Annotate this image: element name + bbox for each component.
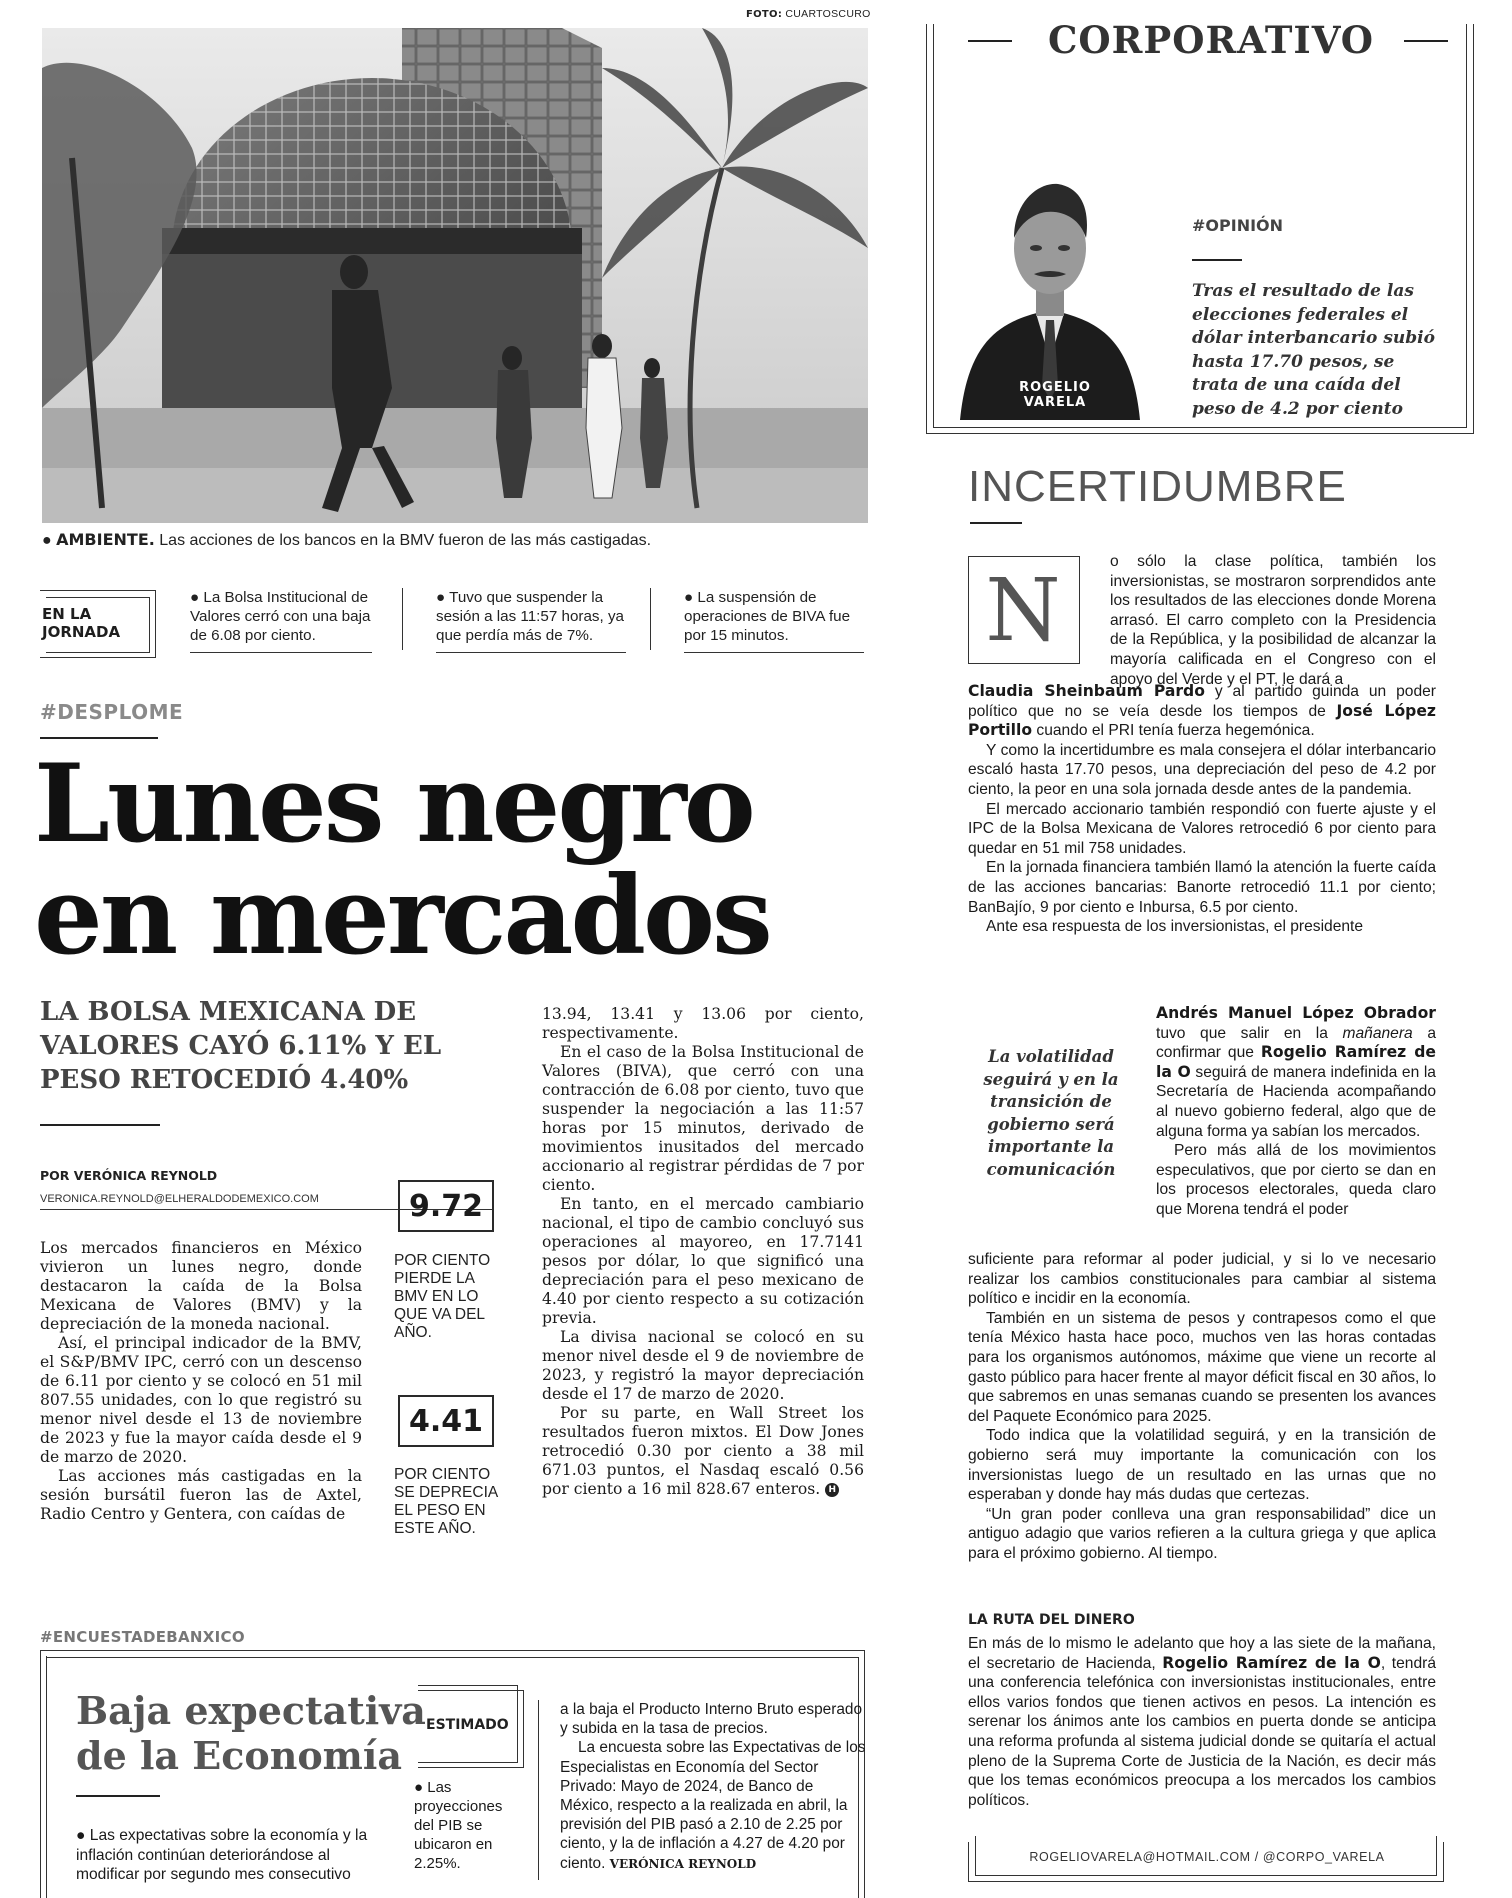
column-title: INCERTIDUMBRE <box>968 462 1347 511</box>
article-paragraph: Por su parte, en Wall Street los resultados fueron mixtos. El Dow Jones retrocedió 0.30 por ciento a 38 mil 671.03 puntos, el Nasdaq escaló 0.56 por ciento a 16 mil 828.67 enteros. H <box>542 1404 864 1498</box>
column-paragraph: Ante esa respuesta de los inversionistas, el presidente <box>986 918 1364 936</box>
article-subhead: LA BOLSA MEXICANA DE VALORES CAYÓ 6.11% Y EL PESO RETOCEDIÓ 4.40% <box>40 997 442 1095</box>
photo-credit-label: FOTO: <box>746 9 783 20</box>
column-body-upper <box>968 682 1436 937</box>
article-email: VERONICA.REYNOLD@ELHERALDODEMEXICO.COM <box>40 1193 494 1210</box>
banxico-paragraph: La encuesta sobre las Expectativas de los Especialistas en Economía del Sector Privado: Mayo de 2024, de Banco de México, respecto a la realizada en abril, la previsión del PIB pasó a 2.10 de 2.25 por ciento, y la de inflación a 4.27 de 4.20 por ciento. VERÓNICA REYNOLD <box>560 1739 866 1872</box>
column-paragraph: También en un sistema de pesos y contrapesos como el que tenía México hasta hace poco, muchos ven las horas contadas para los organismos autónomos, máxime que viene un recorte al gasto público para hacer frente al mayor déficit fiscal en 30 años, lo que sabremos en unas semanas cuando se presenten los avances del Paquete Económico para 2025. <box>968 1309 1436 1425</box>
jornada-item: ● La Bolsa Institucional de Valores cerró con una baja de 6.08 por ciento. <box>190 589 371 644</box>
columnist-name <box>1010 380 1100 410</box>
column-paragraph: El mercado accionario también respondió con fuerte ajuste y el IPC de la Bolsa Mexicana de Valores retrocedió 6 por ciento para quedar en 51 mil 758 unidades. <box>968 800 1436 857</box>
article-paragraph: En tanto, en el mercado cambiario nacional, el tipo de cambio concluyó sus operaciones al mayoreo, en 17.7141 pesos por dólar, lo que significó una depreciación para el peso mexicano de 4.40 por ciento respecto a su cotización previa. <box>542 1195 864 1327</box>
column-summary: Tras el resultado de las elecciones federales el dólar interbancario subió hasta 17.70 pesos, se trata de una caída del peso de 4.2 por ciento <box>1192 281 1435 419</box>
stat-label-bmv: POR CIENTO PIERDE LA BMV EN LO QUE VA DEL AÑO. <box>394 1252 491 1341</box>
column-subhead: LA RUTA DEL DINERO <box>968 1612 1135 1628</box>
columnist-photo <box>950 170 1150 420</box>
stat-box-peso: 4.41 <box>398 1395 494 1447</box>
caption-text: Las acciones de los bancos en la BMV fueron de las más castigadas. <box>159 532 652 549</box>
column-paragraph: Claudia Sheinbaum Pardo y al partido guinda un poder político que no se veía desde los tiempos de José López Portillo cuando el PRI tenía fuerza hegemónica. <box>968 682 1436 740</box>
estimado-label: ESTIMADO <box>426 1717 509 1733</box>
jornada-badge <box>40 590 156 658</box>
name-ramirez-de-la-o-2: Rogelio Ramírez de la O <box>1162 1653 1381 1672</box>
article-headline <box>34 741 770 979</box>
article-column-2 <box>542 1005 864 1499</box>
column-body-final <box>968 1634 1436 1810</box>
dropcap-box <box>968 556 1080 664</box>
columnist-last-name: VARELA <box>1023 395 1087 410</box>
column-paragraph: Pero más allá de los movimientos especulativos, que por cierto se dan en los procesos electorales, queda claro que Morena tendrá el poder <box>1156 1142 1436 1218</box>
name-ramirez-de-la-o: Rogelio Ramírez de la O <box>1156 1043 1436 1081</box>
column-paragraph: “Un gran poder conlleva una gran responsabilidad” dice un antiguo adagio que varios refieren a la cultura griega y que aplica para el próximo gobierno. Al tiempo. <box>968 1505 1436 1562</box>
photo-caption <box>42 530 651 550</box>
column-paragraph: Y como la incertidumbre es mala consejera el dólar interbancario escaló hasta 17.70 pesos, una depreciación del peso de 4.2 por ciento, la peor en una sola jornada desde antes de la pandemia. <box>968 741 1436 798</box>
banxico-headline-line-1: Baja expectativa <box>76 1688 426 1733</box>
banxico-bullet: ● Las expectativas sobre la economía y la inflación continúan deteriorándose al modificar por segundo mes consecutivo <box>76 1827 368 1884</box>
column-paragraph: suficiente para reformar al poder judicial, y si lo ve necesario realizar los cambios constitucionales para cambiar al sistema político e incidir en la economía. <box>968 1251 1436 1308</box>
jornada-item: ● La suspensión de operaciones de BIVA fue por 15 minutos. <box>684 588 864 645</box>
headline-line-1: Lunes negro <box>34 741 753 867</box>
column-paragraph: Andrés Manuel López Obrador tuvo que salir en la mañanera a confirmar que Rogelio Ramírez de la O seguirá de manera indefinida en la Secretaría de Hacienda acompañando al nuevo gobierno federal, algo que de alguna forma ya sabían los mercados. <box>1156 1004 1436 1140</box>
column-footer <box>968 1842 1444 1882</box>
column-paragraph: Todo indica que la volatilidad seguirá, y en la transición de gobierno será muy importante la comunicación con los inversionistas luego de un resultado en las urnas que no esperaban y donde hay más dudas que certezas. <box>968 1427 1436 1504</box>
article-paragraph: Las acciones más castigadas en la sesión bursátil fueron las de Axtel, Radio Centro y Gentera, con caídas de <box>40 1467 362 1523</box>
stock-exchange-photo <box>42 28 868 523</box>
jornada-item: ● Tuvo que suspender la sesión a las 11:57 horas, ya que perdía más de 7%. <box>436 589 624 644</box>
headline-line-2: en mercados <box>34 853 770 979</box>
banxico-signature: VERÓNICA REYNOLD <box>609 1856 757 1871</box>
section-title: CORPORATIVO <box>1047 18 1375 62</box>
article-paragraph: La divisa nacional se colocó en su menor nivel desde el 9 de noviembre de 2023, y registró la mayor depreciación desde el 17 de marzo de 2020. <box>542 1328 864 1403</box>
name-sheinbaum: Claudia Sheinbaum Pardo <box>968 682 1205 700</box>
opinion-tag: #OPINIÓN <box>1192 216 1284 235</box>
column-body-lower <box>968 1250 1436 1564</box>
column-intro: o sólo la clase política, también los inversionistas, se mostraron sorprendidos ante los resultados de las elecciones donde Morena arrasó. El carro completo con la Presidencia de la República, y la posibilidad de alcanzar la mayoría calificada en el Congreso con el apoyo del Verde y el PT, le dará a <box>1110 553 1436 688</box>
article-paragraph: 13.94, 13.41 y 13.06 por ciento, respectivamente. <box>542 1005 864 1042</box>
column-body-mid <box>1156 1004 1436 1220</box>
column-paragraph: En más de lo mismo le adelanto que hoy a las siete de la mañana, el secretario de Hacienda, Rogelio Ramírez de la O, tendrá una conferencia telefónica con inversionistas institucionales, entre ellos varios fondos que tienen activos en pesos. La intención es serenar los ánimos ante los cambios en puerta donde se anticipa una reforma profunda al sistema judicial donde se quitaría el actual pleno de la Suprema Corte de Justicia de la Nación, es decir más que los temas económicos preocupa a los mercados los cambios políticos. <box>968 1635 1436 1809</box>
estimado-text: ● Las proyecciones del PIB se ubicaron en 2.25%. <box>414 1779 503 1872</box>
jornada-badge-text: EN LA JORNADA <box>42 605 121 641</box>
column-footer-contact: ROGELIOVARELA@HOTMAIL.COM / @CORPO_VARELA <box>1029 1850 1385 1864</box>
stat-label-peso: POR CIENTO SE DEPRECIA EL PESO EN ESTE AÑO. <box>394 1466 498 1537</box>
dropcap: N <box>985 561 1061 661</box>
caption-bullet: ● <box>42 532 52 549</box>
pull-quote: La volatilidad seguirá y en la transición de gobierno será importante la comunicación <box>983 1047 1119 1179</box>
banxico-headline <box>76 1688 426 1778</box>
banxico-body <box>560 1700 866 1874</box>
end-mark: H <box>825 1483 839 1497</box>
caption-lead: AMBIENTE. <box>56 530 155 549</box>
banxico-paragraph: a la baja el Producto Interno Bruto esperado y subida en la tasa de precios. <box>560 1701 863 1738</box>
article-paragraph: En el caso de la Bolsa Institucional de Valores (BIVA), que cerró con una contracción de 6.08 por ciento, tuvo que suspender la negociación a las 11:57 horas por 15 minutos, derivado de movimientos inusitados del mercado accionario al registrar pérdidas de 7 por ciento. <box>542 1043 864 1194</box>
photo-credit <box>746 8 871 20</box>
article-byline: POR VERÓNICA REYNOLD <box>40 1168 218 1183</box>
article-hashtag: #DESPLOME <box>40 700 184 724</box>
stat-box-bmv: 9.72 <box>398 1180 494 1232</box>
article-column-1 <box>40 1239 362 1524</box>
column-paragraph: En la jornada financiera también llamó la atención la fuerte caída de las acciones bancarias: Banorte retrocedió 11.1 por ciento; BanBajío, 9 por ciento e Inbursa, 6.5 por ciento. <box>968 859 1436 916</box>
article-paragraph: Los mercados financieros en México vivieron un lunes negro, donde destacaron la caída de la Bolsa Mexicana de Valores (BMV) y la depreciación de la moneda nacional. <box>40 1239 362 1333</box>
photo-credit-source: CUARTOSCURO <box>785 8 871 20</box>
banxico-hashtag: #ENCUESTADEBANXICO <box>40 1628 245 1646</box>
columnist-first-name: ROGELIO <box>1019 380 1091 395</box>
banxico-headline-line-2: de la Economía <box>76 1733 402 1778</box>
estimado-badge <box>418 1690 524 1768</box>
name-lopez-portillo: José López Portillo <box>968 701 1436 740</box>
name-amlo: Andrés Manuel López Obrador <box>1156 1004 1436 1022</box>
article-paragraph: Así, el principal indicador de la BMV, el S&P/BMV IPC, cerró con un descenso de 6.11 por ciento y se colocó en 51 mil 807.55 unidades, con lo que registró su menor nivel desde el 13 de noviembre de 2023 y fue la mayor caída desde el 9 de marzo de 2020. <box>40 1334 362 1466</box>
